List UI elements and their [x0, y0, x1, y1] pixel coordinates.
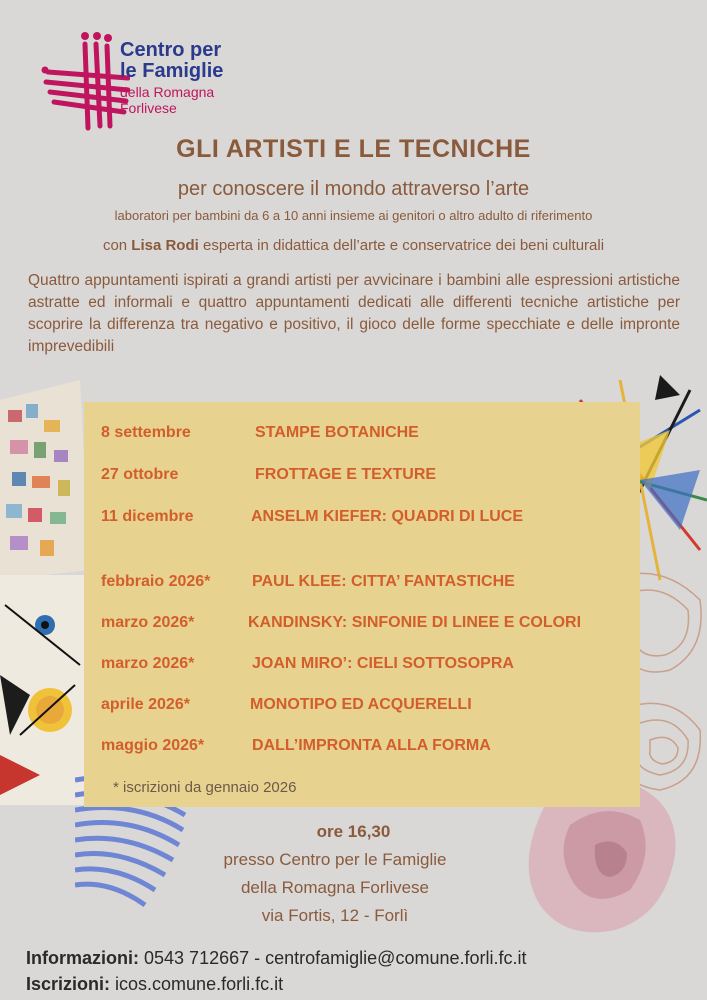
- event-title: FROTTAGE E TEXTURE: [255, 466, 437, 483]
- expert-role: esperta in didattica dell’arte e conservatrice dei beni culturali: [202, 237, 605, 254]
- event-date: 27 ottobre: [101, 466, 179, 483]
- venue-line-2: della Romagna Forlivese: [240, 878, 430, 897]
- event-title: DALL’IMPRONTA ALLA FORMA: [252, 737, 491, 754]
- event-title: KANDINSKY: SINFONIE DI LINEE E COLORI: [248, 614, 582, 631]
- event-title: STAMPE BOTANICHE: [255, 424, 419, 441]
- signup-link[interactable]: icos.comune.forli.fc.it: [115, 974, 284, 994]
- poster-subtitle: per conoscere il mondo attraverso l’arte: [177, 178, 530, 200]
- event-date: 11 dicembre: [101, 508, 194, 525]
- klee-artwork: [0, 380, 90, 580]
- logo: [40, 28, 260, 138]
- program-description: Quattro appuntamenti ispirati a grandi artisti per avvicinare i bambini alle espressioni artistiche astratte ed informali e quattro appuntamenti dedicati alle differenti tecniche artistiche per scoprire la differenza tra negativo e positivo, il gioco delle forme specchiate e delle impronte imprevedibili: [28, 272, 680, 355]
- event-date: 8 settembre: [101, 424, 191, 441]
- logo-line-4: Forlivese: [120, 100, 177, 116]
- event-date: marzo 2026*: [101, 614, 195, 631]
- logo-line-2: le Famiglie: [120, 60, 224, 82]
- expert-prefix: con: [102, 237, 128, 254]
- signup-label: Iscrizioni:: [26, 974, 111, 994]
- event-date: febbraio 2026*: [101, 573, 211, 590]
- family-hash-icon: [40, 28, 130, 138]
- event-title: PAUL KLEE: CITTA’ FANTASTICHE: [252, 573, 515, 590]
- venue-line-3: via Fortis, 12 - Forlì: [261, 906, 409, 925]
- miro-artwork: [0, 575, 85, 805]
- logo-text: [120, 40, 223, 116]
- venue-line-1: presso Centro per le Famiglie: [223, 850, 447, 869]
- event-date: marzo 2026*: [101, 655, 195, 672]
- logo-line-1: Centro per: [120, 39, 222, 61]
- event-date: maggio 2026*: [101, 737, 205, 754]
- event-title: ANSELM KIEFER: QUADRI DI LUCE: [251, 508, 523, 525]
- event-time: ore 16,30: [316, 822, 391, 841]
- expert-name: Lisa Rodi: [131, 237, 199, 254]
- info-line: [26, 948, 527, 969]
- logo-line-3: della Romagna: [120, 84, 215, 100]
- expert-line: [0, 237, 707, 254]
- event-title: MONOTIPO ED ACQUERELLI: [250, 696, 472, 713]
- info-label: Informazioni:: [26, 948, 139, 968]
- registration-note: * iscrizioni da gennaio 2026: [113, 779, 297, 796]
- lab-description: laboratori per bambini da 6 a 10 anni insieme ai genitori o altro adulto di riferimento: [114, 208, 593, 223]
- signup-line: [26, 974, 283, 995]
- event-date: aprile 2026*: [101, 696, 190, 713]
- event-title: JOAN MIRO’: CIELI SOTTOSOPRA: [252, 655, 514, 672]
- poster-title: GLI ARTISTI E LE TECNICHE: [176, 135, 531, 163]
- info-contact[interactable]: 0543 712667 - centrofamiglie@comune.forli.fc.it: [144, 948, 527, 968]
